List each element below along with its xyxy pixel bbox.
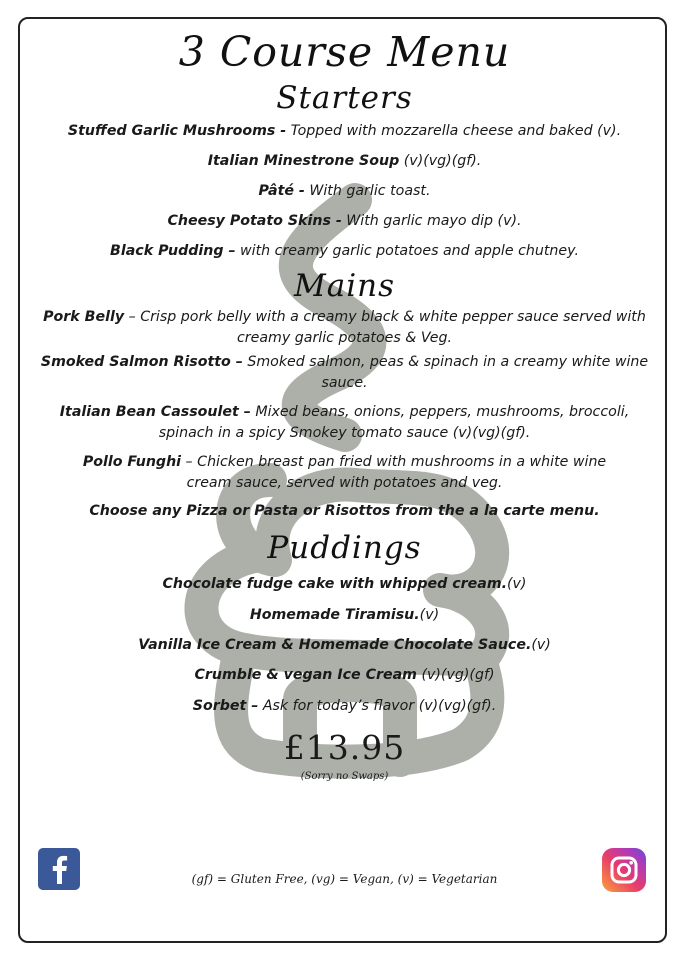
mains-heading: Mains	[293, 268, 395, 304]
starter-item: Cheesy Potato Skins - With garlic mayo dip (v).	[167, 213, 522, 229]
starter-item: Stuffed Garlic Mushrooms - Topped with mozzarella cheese and baked (v).	[67, 123, 622, 139]
starter-item: Italian Minestrone Soup (v)(vg)(gf).	[207, 153, 482, 169]
pudding-item: Sorbet – Ask for today’s flavor (v)(vg)(gf).	[192, 698, 497, 714]
starter-item: Black Pudding – with creamy garlic potatoes and apple chutney.	[110, 243, 579, 259]
instagram-icon[interactable]	[602, 848, 646, 892]
main-item: Italian Bean Cassoulet – Mixed beans, onions, peppers, mushrooms, broccoli, spinach in a spicy Smokey tomato sauce (v)(vg)(gf).	[59, 404, 630, 441]
main-item: Pollo Funghi – Chicken breast pan fried with mushrooms in a white wine cream sauce, served with potatoes and veg.	[82, 454, 607, 491]
puddings-heading: Puddings	[267, 530, 422, 566]
price-note: (Sorry no Swaps)	[300, 771, 389, 782]
pudding-item: Crumble & vegan Ice Cream (v)(vg)(gf)	[194, 667, 495, 683]
mains-choose-note: Choose any Pizza or Pasta or Risottos from the a la carte menu.	[89, 503, 600, 519]
starters-heading: Starters	[276, 80, 413, 116]
dietary-legend: (gf) = Gluten Free, (vg) = Vegan, (v) = Vegetarian	[191, 872, 498, 886]
menu-title: 3 Course Menu	[178, 28, 511, 76]
facebook-icon[interactable]	[38, 848, 80, 890]
pudding-item: Vanilla Ice Cream & Homemade Chocolate Sauce.(v)	[138, 637, 551, 653]
starter-item: Pâté - With garlic toast.	[258, 183, 431, 199]
main-item: Smoked Salmon Risotto – Smoked salmon, peas & spinach in a creamy white wine sauce.	[40, 354, 649, 391]
main-item: Pork Belly – Crisp pork belly with a creamy black & white pepper sauce served with creamy garlic potatoes & Veg.	[43, 309, 646, 346]
pudding-item: Chocolate fudge cake with whipped cream.(v)	[162, 576, 527, 592]
pudding-item: Homemade Tiramisu.(v)	[249, 607, 440, 623]
menu-price: £13.95	[283, 728, 406, 767]
